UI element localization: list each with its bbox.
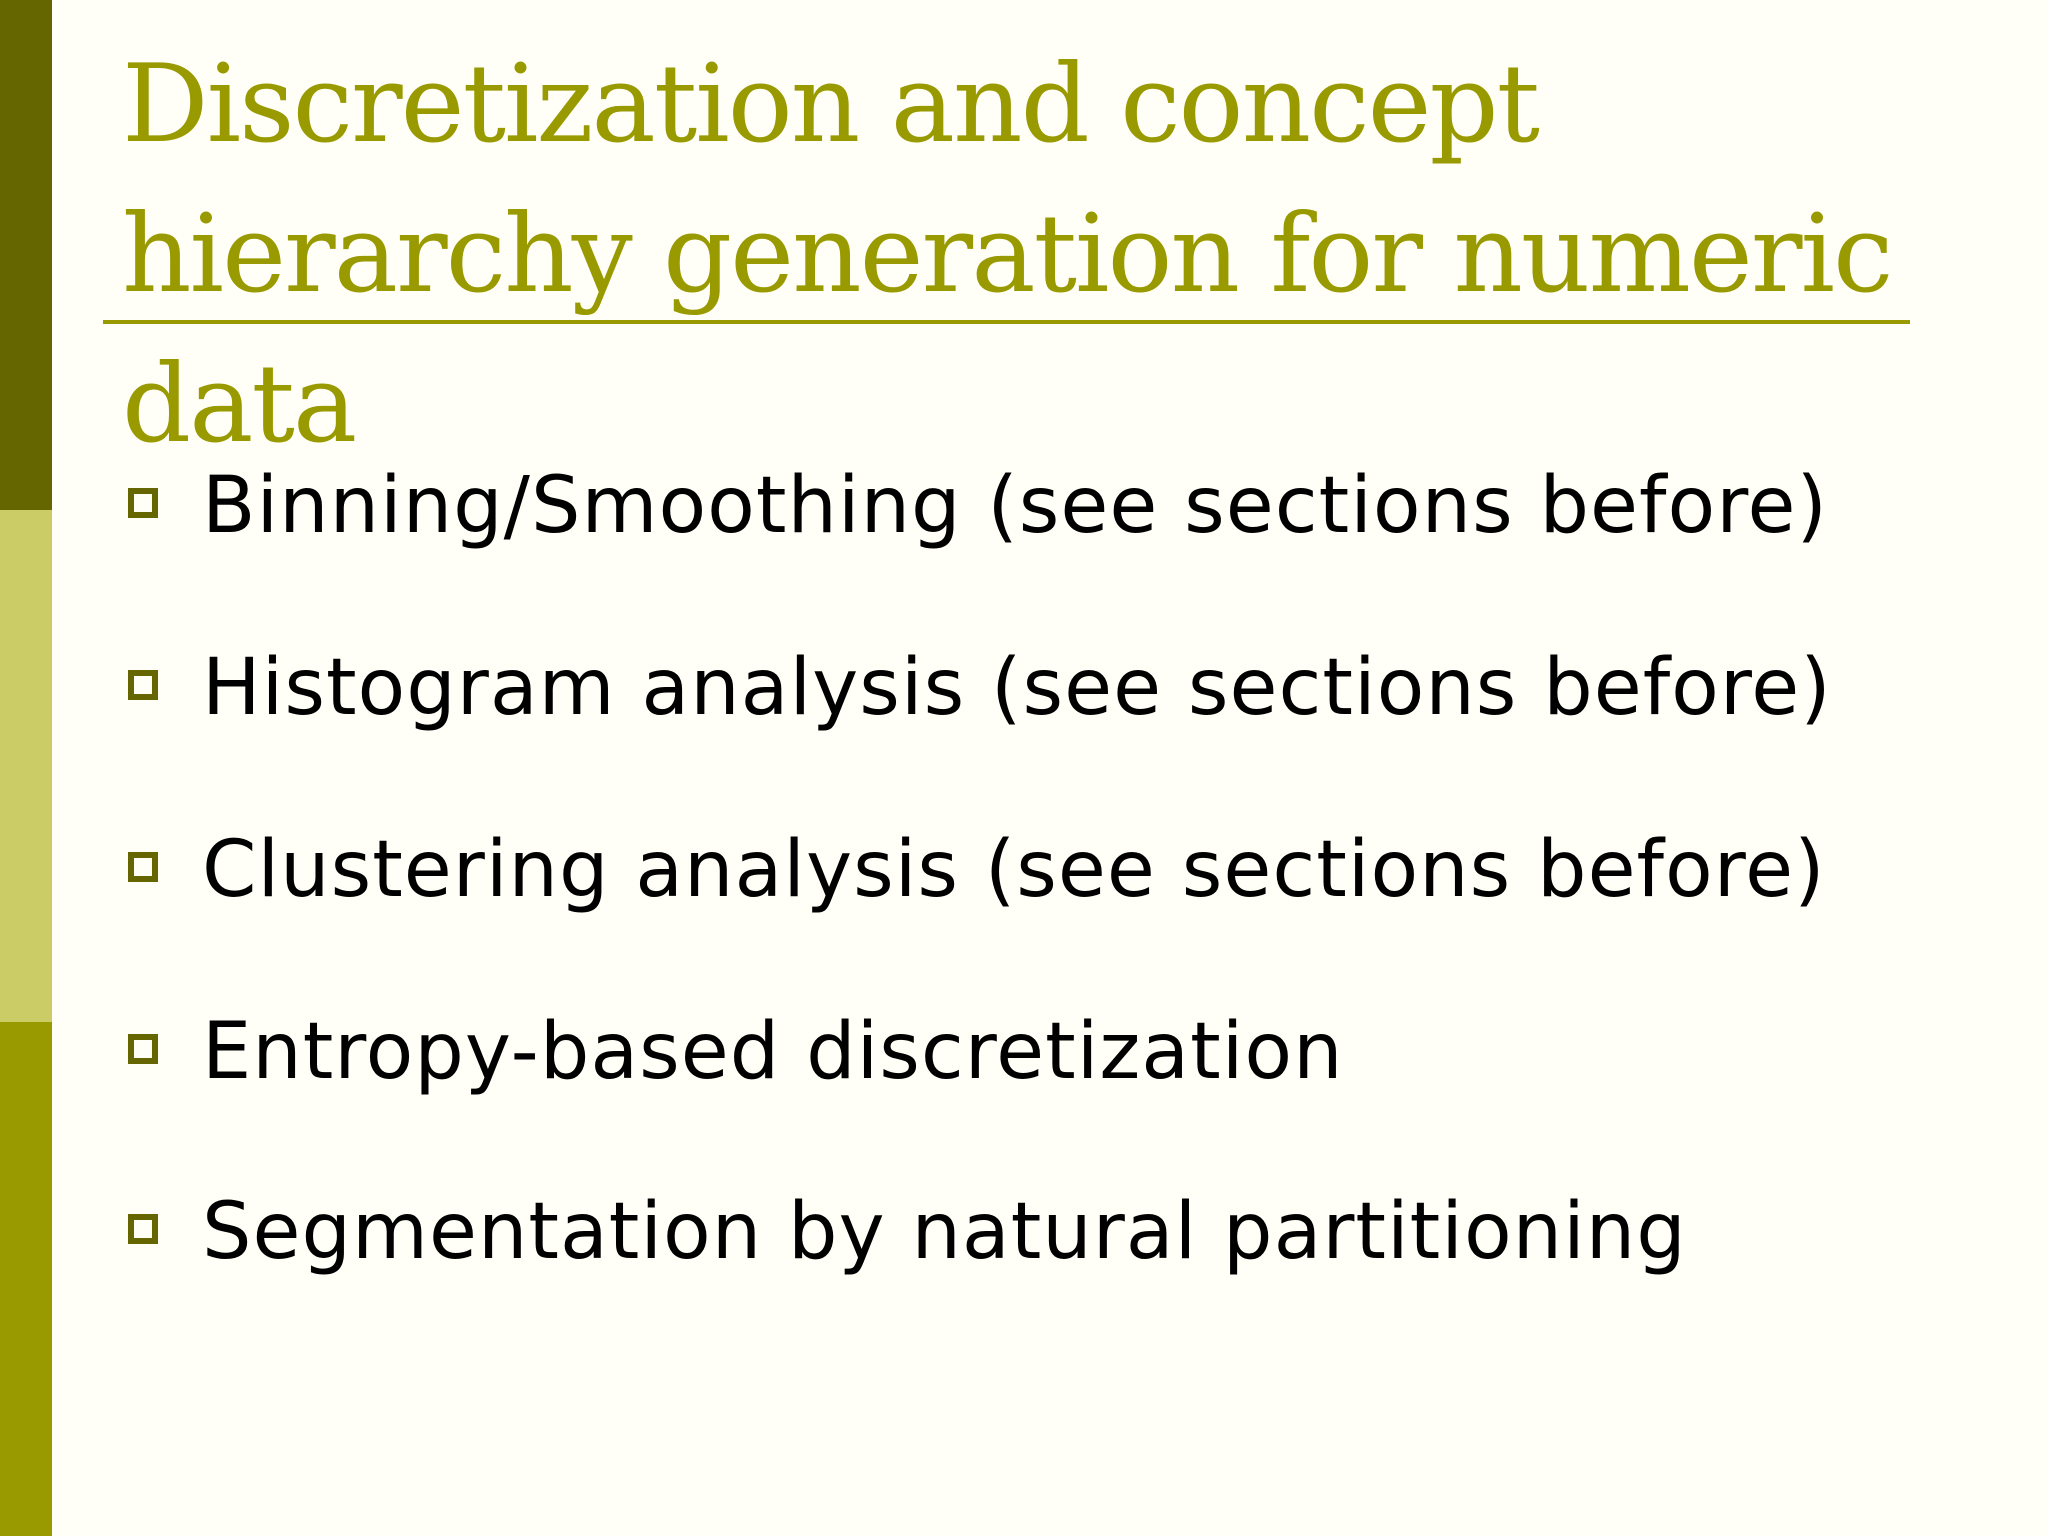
sidebar-accent-top (0, 0, 52, 510)
bullet-text: Segmentation by natural partitioning (202, 1187, 1687, 1277)
bullet-text: Clustering analysis (see sections before) (202, 825, 1826, 915)
bullet-text: Entropy-based discretization (202, 1007, 1344, 1097)
hollow-square-icon (128, 852, 158, 882)
hollow-square-icon (128, 1034, 158, 1064)
bullet-item (128, 461, 1928, 570)
hollow-square-icon (128, 488, 158, 518)
title-underline (103, 320, 1910, 324)
hollow-square-icon (128, 670, 158, 700)
sidebar-accent-middle (0, 510, 52, 1022)
sidebar-accent-bottom (0, 1022, 52, 1536)
bullet-item (128, 643, 1928, 752)
bullet-text: Histogram analysis (see sections before) (202, 643, 1832, 733)
bullet-item (128, 1007, 1928, 1116)
slide-title: Discretization and concept hierarchy generation for numeric data (122, 42, 1892, 467)
bullet-item (128, 1187, 1928, 1296)
bullet-text: Binning/Smoothing (see sections before) (202, 461, 1828, 551)
bullet-item (128, 825, 1928, 934)
hollow-square-icon (128, 1214, 158, 1244)
